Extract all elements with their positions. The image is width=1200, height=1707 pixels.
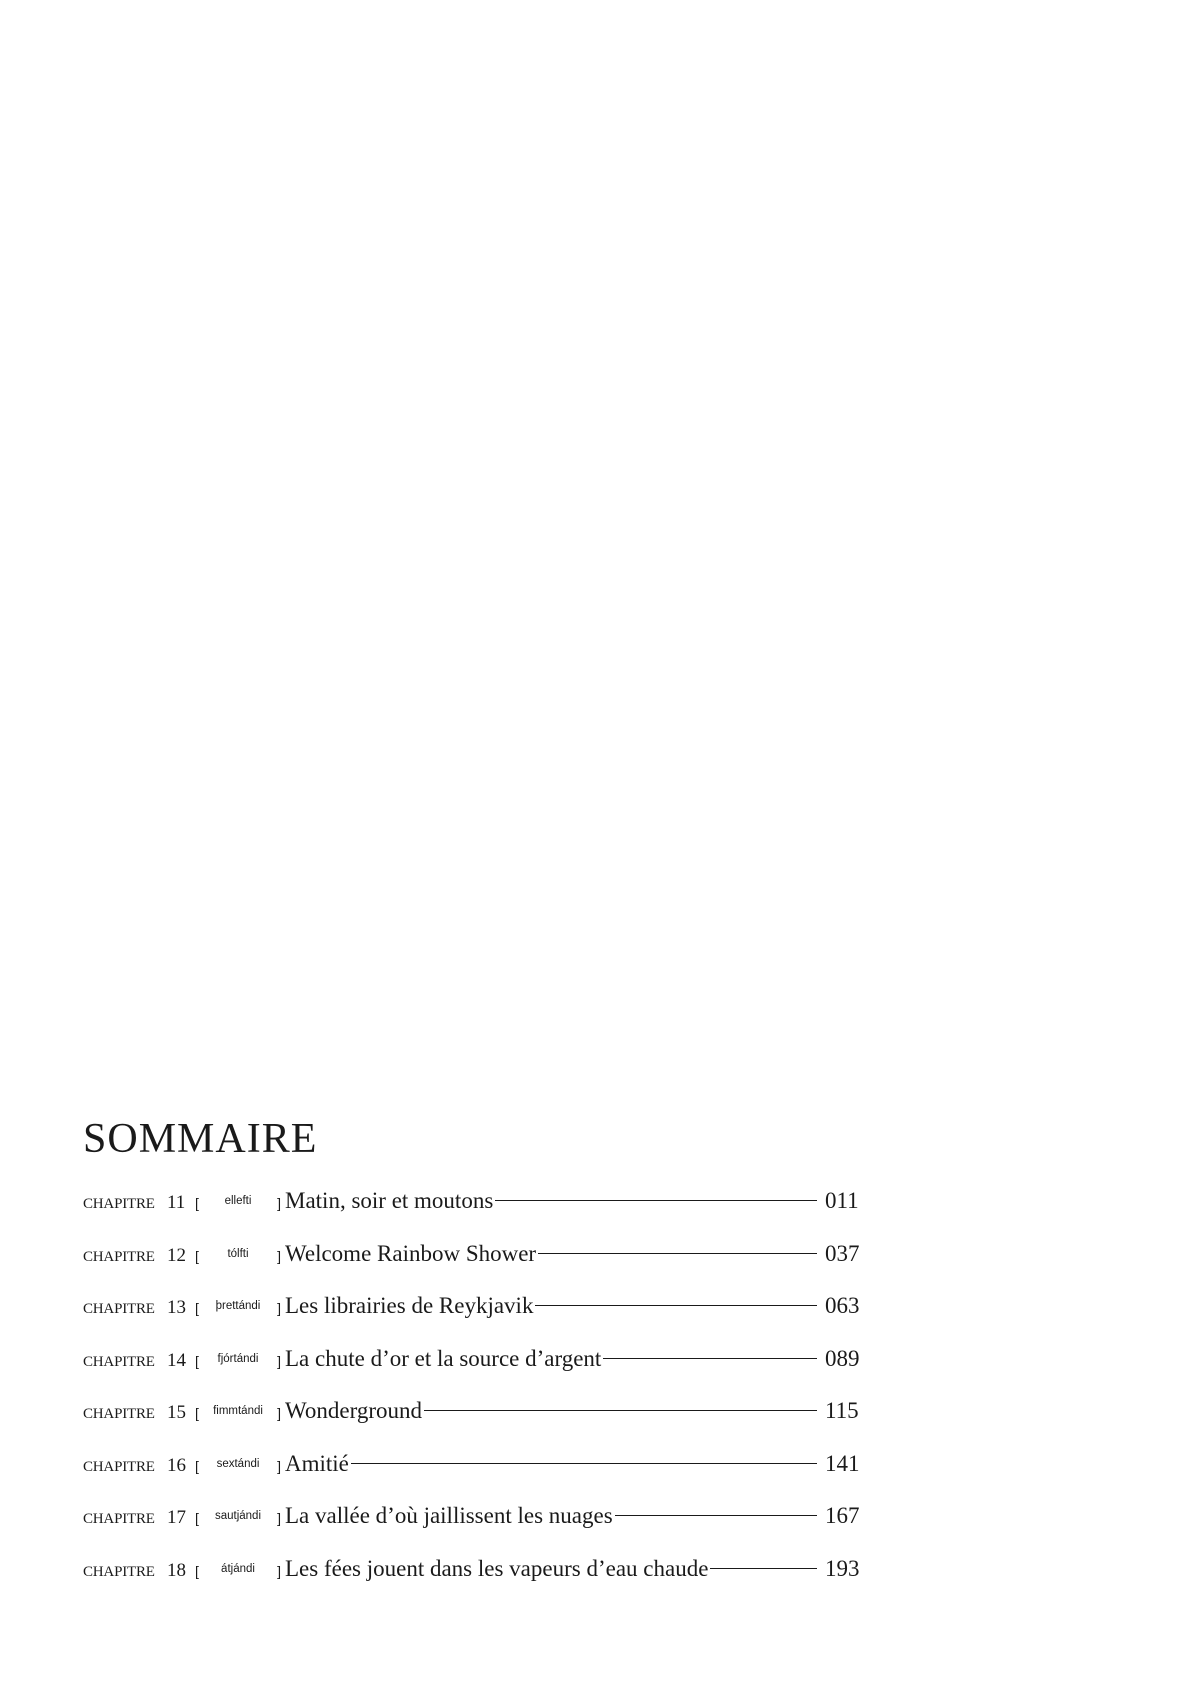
- page-number: 193: [825, 1555, 860, 1581]
- page-number: 037: [825, 1240, 860, 1266]
- chapter-title: Les fées jouent dans les vapeurs d’eau chaude: [285, 1555, 709, 1581]
- toc-entry-11: [83, 1188, 863, 1241]
- chapter-label: CHAPITRE: [83, 1196, 155, 1212]
- icelandic-word: þrettándi: [215, 1300, 261, 1312]
- chapter-label: CHAPITRE: [83, 1458, 155, 1475]
- chapter-title: Welcome Rainbow Shower: [285, 1240, 537, 1266]
- icelandic-word: fimmtándi: [213, 1405, 263, 1417]
- icelandic-ordinal: [ fimmtándi ]: [195, 1405, 281, 1421]
- icelandic-word: átjándi: [221, 1562, 255, 1575]
- table-of-contents: [83, 1118, 863, 1608]
- chapter-number: 13: [167, 1297, 186, 1318]
- icelandic-ordinal: [ sextándi ]: [195, 1457, 281, 1474]
- dot-leader: [710, 1568, 817, 1569]
- chapter-label: CHAPITRE: [83, 1511, 155, 1527]
- dot-leader: [351, 1463, 817, 1464]
- page-number: 115: [825, 1398, 859, 1423]
- toc-entry-16: [83, 1451, 863, 1504]
- toc-entry-18: [83, 1556, 863, 1609]
- dot-leader: [424, 1410, 817, 1411]
- icelandic-word: sextándi: [216, 1457, 260, 1470]
- page-number: 063: [825, 1293, 860, 1318]
- chapter-number: 16: [167, 1454, 186, 1476]
- icelandic-word: tólfti: [227, 1247, 249, 1260]
- dot-leader: [603, 1358, 817, 1359]
- chapter-title: La chute d’or et la source d’argent: [285, 1345, 602, 1371]
- dot-leader: [535, 1305, 817, 1306]
- icelandic-ordinal: [ þrettándi ]: [195, 1300, 281, 1316]
- dot-leader: [538, 1253, 817, 1254]
- dot-leader: [615, 1515, 817, 1516]
- icelandic-word: ellefti: [224, 1195, 252, 1207]
- toc-entry-14: [83, 1346, 863, 1399]
- chapter-label: CHAPITRE: [83, 1248, 155, 1265]
- chapter-number: 15: [167, 1402, 186, 1423]
- chapter-label: CHAPITRE: [83, 1353, 155, 1370]
- chapter-number: 18: [167, 1559, 186, 1581]
- page-number: 141: [825, 1450, 860, 1476]
- chapter-label: CHAPITRE: [83, 1406, 155, 1422]
- chapter-number: 11: [167, 1192, 186, 1213]
- toc-entry-13: [83, 1293, 863, 1346]
- page-number: 167: [825, 1503, 860, 1528]
- chapter-label: CHAPITRE: [83, 1563, 155, 1580]
- chapter-title: Wonderground: [285, 1398, 422, 1423]
- chapter-number: 12: [167, 1244, 186, 1266]
- icelandic-ordinal: [ ellefti ]: [195, 1195, 281, 1211]
- page-number: 011: [825, 1188, 859, 1213]
- icelandic-ordinal: [ sautjándi ]: [195, 1510, 281, 1526]
- icelandic-ordinal: [ fjórtándi ]: [195, 1352, 281, 1369]
- toc-entry-17: [83, 1503, 863, 1556]
- toc-title: SOMMAIRE: [83, 1116, 318, 1162]
- chapter-label: CHAPITRE: [83, 1301, 155, 1317]
- toc-entry-12: [83, 1241, 863, 1294]
- dot-leader: [495, 1200, 817, 1201]
- chapter-number: 14: [167, 1349, 186, 1371]
- chapter-title: La vallée d’où jaillissent les nuages: [285, 1503, 613, 1528]
- page-number: 089: [825, 1345, 860, 1371]
- toc-entry-15: [83, 1398, 863, 1451]
- chapter-number: 17: [167, 1507, 186, 1528]
- chapter-title: Matin, soir et moutons: [285, 1188, 494, 1213]
- icelandic-ordinal: [ átjándi ]: [195, 1562, 281, 1579]
- icelandic-word: fjórtándi: [217, 1352, 259, 1365]
- icelandic-ordinal: [ tólfti ]: [195, 1247, 281, 1264]
- icelandic-word: sautjándi: [214, 1510, 262, 1522]
- chapter-title: Les librairies de Reykjavik: [285, 1293, 534, 1318]
- chapter-title: Amitié: [285, 1450, 349, 1476]
